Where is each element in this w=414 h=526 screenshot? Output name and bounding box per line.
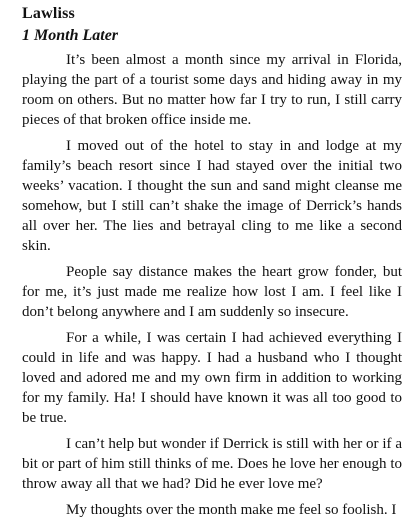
book-title: Lawliss: [22, 5, 75, 22]
paragraph-1: It’s been almost a month since my arrival in Florida, playing the part of a tourist some days and hiding away in my room on others. But no matter how far I try to run, I still carry pieces of that broken office inside me.: [22, 52, 402, 128]
paragraph-3: People say distance makes the heart grow fonder, but for me, it’s just made me realize how lost I am. I feel like I don’t belong anywhere and I am suddenly so insecure.: [22, 264, 402, 320]
paragraph-2: I moved out of the hotel to stay in and lodge at my family’s beach resort since I had stayed over the initial two weeks’ vacation. I thought the sun and sand might cleanse me somehow, but I still can’t shake the image of Derrick’s hands all over her. The lies and betrayal cling to me like a second skin.: [22, 138, 402, 254]
paragraph-4: For a while, I was certain I had achieved everything I could in life and was happy. I had a husband who I thought loved and adored me and my own firm in addition to working for my family. Ha! I should have known it was all too good to be true.: [22, 330, 402, 426]
chapter-heading: 1 Month Later: [22, 27, 119, 44]
document-page: [22, 4, 402, 526]
paragraph-5: I can’t help but wonder if Derrick is still with her or if a bit or part of him still thinks of me. Does he love her enough to throw away all that we had? Did he ever love me?: [22, 436, 402, 492]
paragraph-6: My thoughts over the month make me feel so foolish. I: [66, 502, 397, 518]
